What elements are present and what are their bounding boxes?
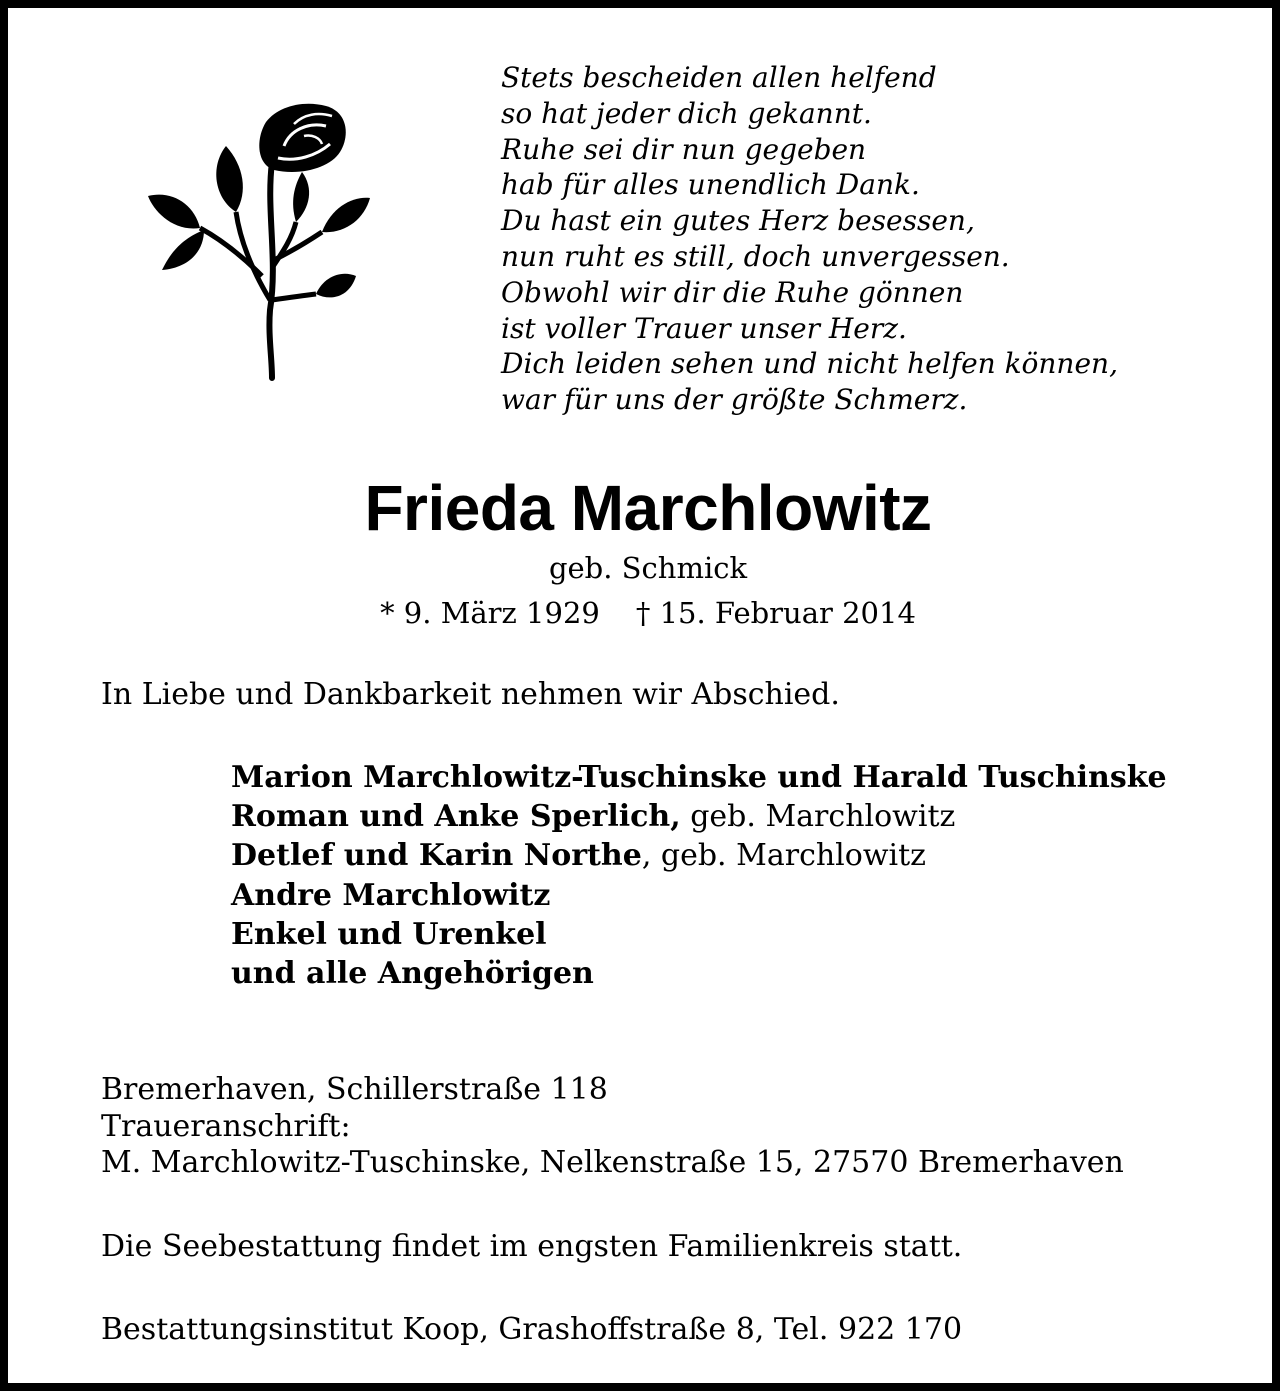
mourning-address-label: Traueranschrift: (101, 1108, 351, 1144)
burial-note: Die Seebestattung findet im engsten Familienkreis statt. (101, 1229, 963, 1264)
poem-line: Dich leiden sehen und nicht helfen können, (501, 347, 1118, 381)
birth-date: * 9. März 1929 (380, 596, 600, 630)
poem-line: nun ruht es still, doch unvergessen. (501, 239, 1010, 273)
mourning-address: M. Marchlowitz-Tuschinske, Nelkenstraße 15, 27570 Bremerhaven (101, 1145, 1124, 1180)
poem (501, 60, 1118, 418)
mourner-entry: Andre Marchlowitz (231, 877, 551, 913)
death-date: † 15. Februar 2014 (635, 596, 916, 630)
poem-line: so hat jeder dich gekannt. (501, 96, 872, 130)
deceased-name: Frieda Marchlowitz (364, 472, 932, 544)
undertaker-info: Bestattungsinstitut Koop, Grashoffstraße 8, Tel. 922 170 (101, 1312, 963, 1347)
maiden-name: geb. Schmick (548, 551, 748, 585)
mourner-entry: und alle Angehörigen (231, 956, 594, 992)
mourner-entry: Roman und Anke Sperlich, geb. Marchlowitz (231, 799, 956, 835)
poem-line: Obwohl wir dir die Ruhe gönnen (501, 275, 964, 309)
mourners-list (231, 758, 1167, 993)
poem-line: war für uns der größte Schmerz. (501, 383, 968, 417)
address-block (101, 1072, 1124, 1182)
life-dates (8, 593, 1280, 633)
poem-line: ist voller Trauer unser Herz. (501, 311, 907, 345)
mourner-entry: Marion Marchlowitz-Tuschinske und Harald Tuschinske (231, 760, 1167, 795)
poem-line: Stets bescheiden allen helfend (501, 61, 937, 94)
rose-icon (144, 100, 374, 382)
mourner-entry: Detlef und Karin Northe, geb. Marchlowitz (231, 838, 926, 874)
poem-line: Du hast ein gutes Herz besessen, (501, 204, 975, 238)
home-address: Bremerhaven, Schillerstraße 118 (101, 1072, 608, 1107)
mourner-entry: Enkel und Urenkel (231, 916, 547, 952)
farewell-text: In Liebe und Dankbarkeit nehmen wir Abschied. (101, 677, 840, 712)
poem-line: hab für alles unendlich Dank. (501, 168, 920, 202)
poem-line: Ruhe sei dir nun gegeben (501, 132, 867, 166)
